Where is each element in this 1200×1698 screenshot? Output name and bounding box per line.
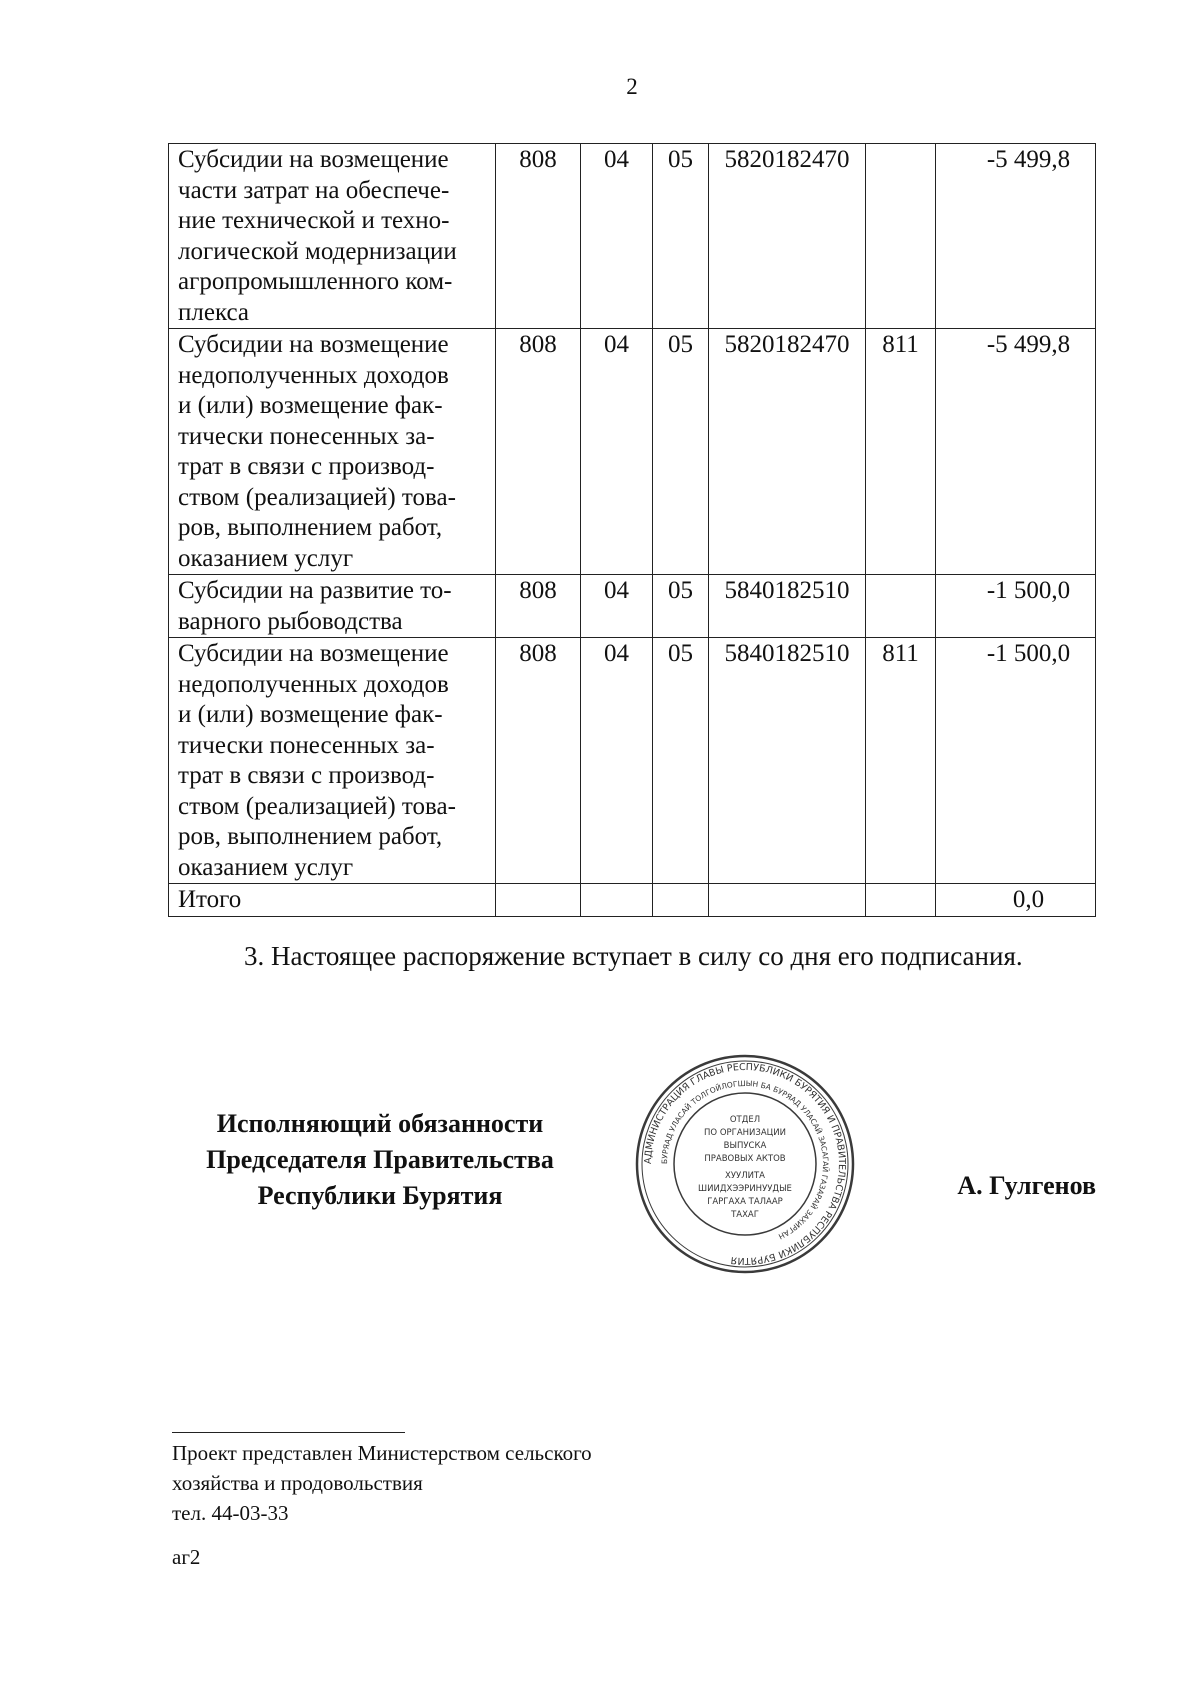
total-amount: 0,0 [936, 884, 1096, 917]
amount-cell: -5 499,8 [936, 329, 1096, 575]
vr-cell [866, 575, 936, 638]
vr-cell: 811 [866, 329, 936, 575]
table-row [169, 638, 1096, 884]
empty-cell [581, 884, 653, 917]
page-number: 2 [626, 74, 638, 99]
document-code: аг2 [172, 1545, 201, 1569]
row-name-cell: Субсидии на развитие то- варного рыбоводства [169, 575, 496, 638]
rz-cell: 04 [581, 575, 653, 638]
budget-table [168, 143, 1096, 917]
pr-cell: 05 [653, 144, 709, 329]
official-seal-stamp [634, 1053, 856, 1275]
pr-cell: 05 [653, 575, 709, 638]
seal-center-line: ШИИДХЭЭРИНУУДЫЕ [698, 1184, 792, 1194]
rz-cell: 04 [581, 144, 653, 329]
signer-title-line: Республики Бурятия [257, 1181, 503, 1210]
csr-cell: 5840182510 [709, 575, 866, 638]
seal-center-line: ПРАВОВЫХ АКТОВ [704, 1154, 786, 1164]
seal-center-line: ТАХАГ [731, 1210, 759, 1220]
empty-cell [866, 884, 936, 917]
rz-cell: 04 [581, 329, 653, 575]
signer-title-line: Исполняющий обязанности [216, 1109, 544, 1138]
empty-cell [709, 884, 866, 917]
signer-title-line: Председателя Правительства [206, 1145, 554, 1174]
amount-cell: -1 500,0 [936, 638, 1096, 884]
ved-cell: 808 [496, 638, 581, 884]
vr-cell [866, 144, 936, 329]
ved-cell: 808 [496, 575, 581, 638]
footnote [172, 1438, 592, 1528]
seal-center-line: ХУУЛИТА [725, 1171, 765, 1181]
table-row [169, 144, 1096, 329]
csr-cell: 5840182510 [709, 638, 866, 884]
empty-cell [496, 884, 581, 917]
signer-name: А. Гулгенов [957, 1171, 1096, 1200]
seal-center-line: ПО ОРГАНИЗАЦИИ [704, 1128, 786, 1138]
row-name-cell: Субсидии на возмещение недополученных доходов и (или) возмещение фак- тически понесенных за- трат в связи с производ- ством (реализацией) това- ров, выполнением работ, оказанием услуг [169, 329, 496, 575]
footnote-line: Проект представлен Министерством сельского [172, 1441, 592, 1465]
row-name-cell: Субсидии на возмещение недополученных доходов и (или) возмещение фак- тически понесенных за- трат в связи с производ- ством (реализацией) това- ров, выполнением работ, оказанием услуг [169, 638, 496, 884]
empty-cell [653, 884, 709, 917]
footnote-line: тел. 44-03-33 [172, 1501, 289, 1525]
table-row [169, 329, 1096, 575]
row-name-cell: Субсидии на возмещение части затрат на обеспече- ние технической и техно- логической модернизации агропромышленного ком- плекса [169, 144, 496, 329]
rz-cell: 04 [581, 638, 653, 884]
seal-inner-ring-text: БУРЯАД УЛАСАЙ ТОЛГОЙЛОГШЫН БА БУРЯАД УЛАСАЙ ЗАСАГАЙ ГАЗАРАЙ ЗАХИРГАН [659, 1078, 831, 1242]
vr-cell: 811 [866, 638, 936, 884]
effective-clause: 3. Настоящее распоряжение вступает в силу со дня его подписания. [244, 941, 1023, 971]
seal-center-line: ВЫПУСКА [723, 1141, 767, 1151]
signer-title [160, 1106, 600, 1214]
pr-cell: 05 [653, 638, 709, 884]
footnote-divider [172, 1432, 405, 1433]
pr-cell: 05 [653, 329, 709, 575]
seal-outer-text: АДМИНИСТРАЦИЯ ГЛАВЫ РЕСПУБЛИКИ БУРЯТИЯ И ПРАВИТЕЛЬСТВА РЕСПУБЛИКИ БУРЯТИЯ [642, 1061, 848, 1267]
ved-cell: 808 [496, 144, 581, 329]
amount-cell: -1 500,0 [936, 575, 1096, 638]
table-row [169, 575, 1096, 638]
ved-cell: 808 [496, 329, 581, 575]
amount-cell: -5 499,8 [936, 144, 1096, 329]
seal-center-line: ГАРГАХА ТАЛААР [707, 1197, 783, 1207]
total-label: Итого [169, 884, 496, 917]
seal-center-line: ОТДЕЛ [729, 1115, 761, 1125]
footnote-line: хозяйства и продовольствия [172, 1471, 423, 1495]
csr-cell: 5820182470 [709, 144, 866, 329]
total-row [169, 884, 1096, 917]
csr-cell: 5820182470 [709, 329, 866, 575]
